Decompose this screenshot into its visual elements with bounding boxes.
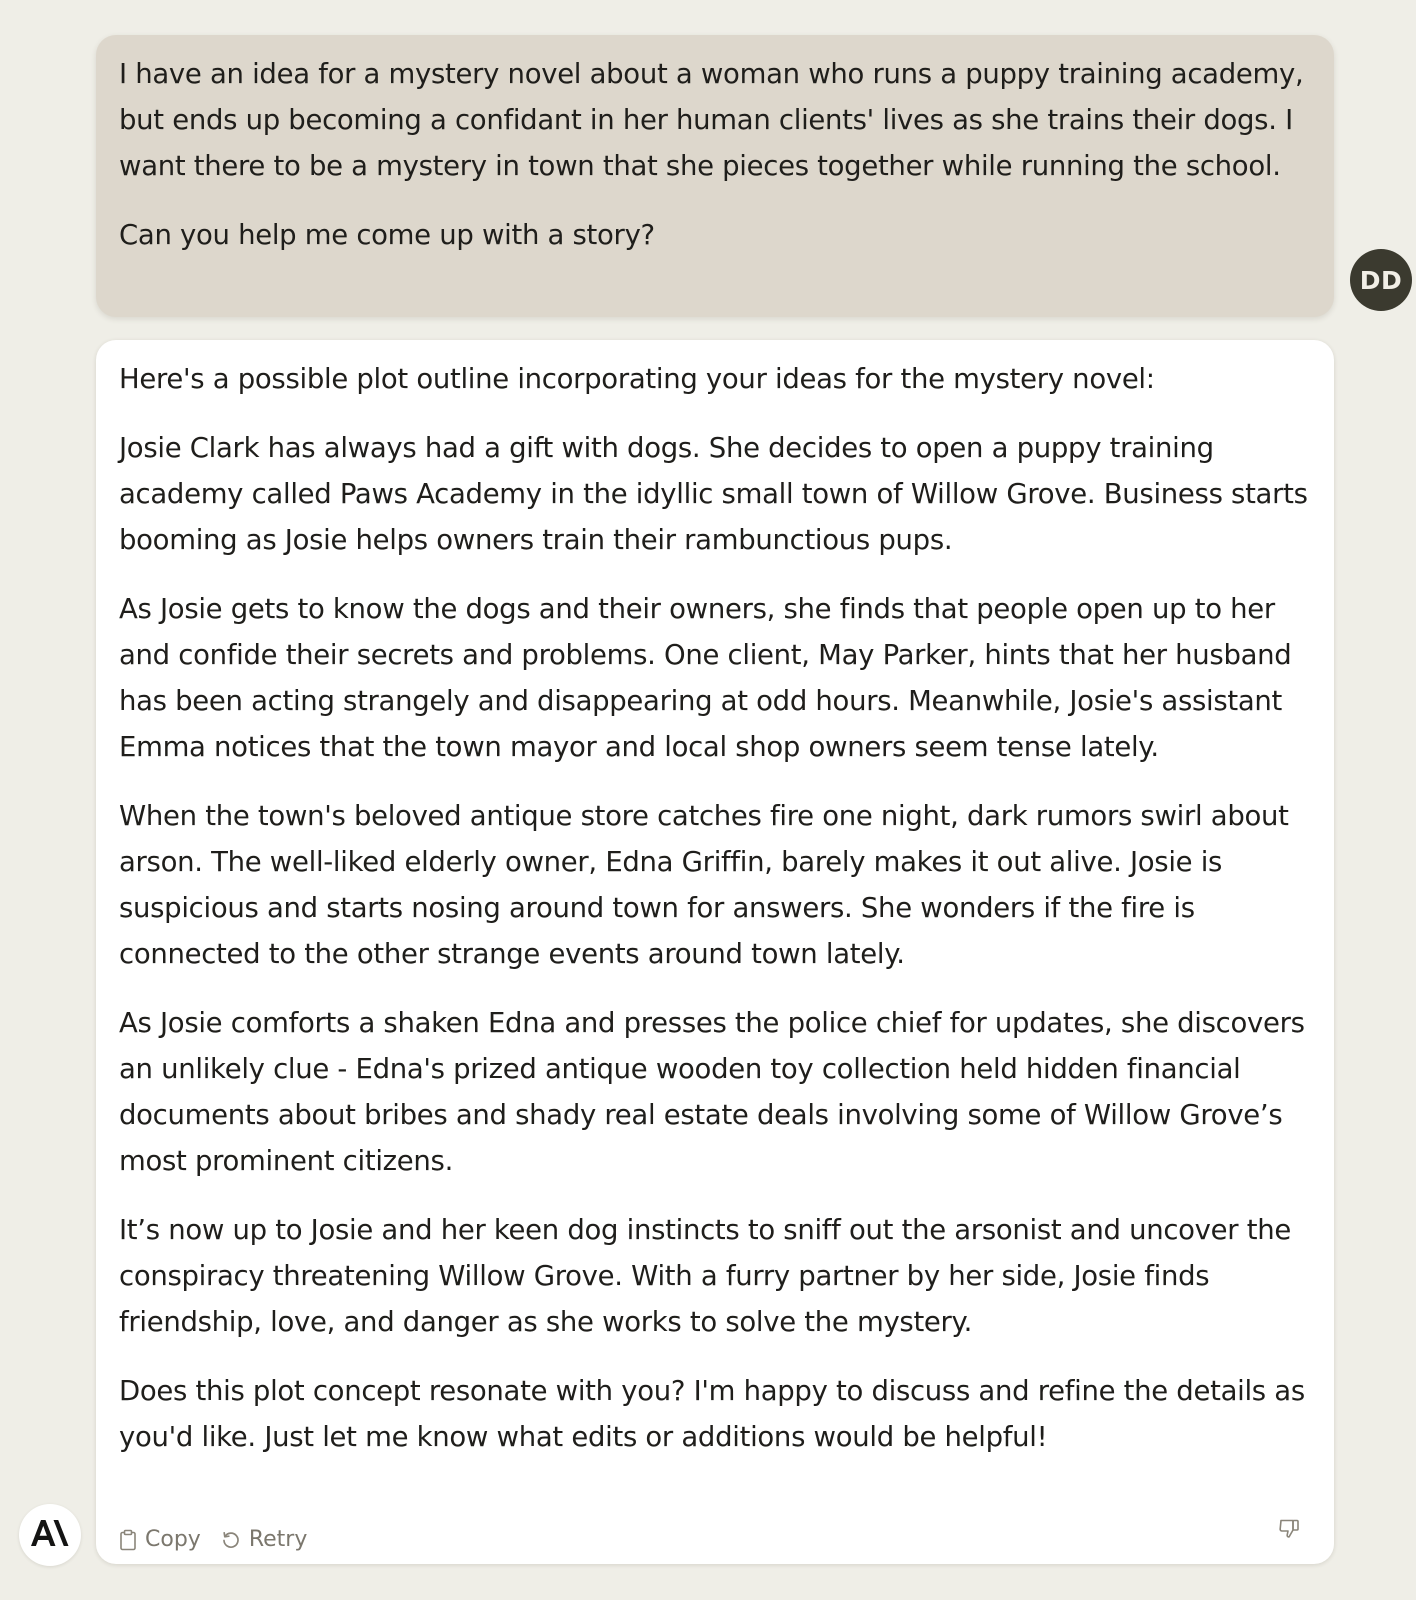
assistant-message-paragraph: Here's a possible plot outline incorporating your ideas for the mystery novel: — [119, 363, 1155, 395]
user-message-paragraph: I have an idea for a mystery novel about a woman who runs a puppy training academy, but ends up becoming a confidant in her human clients' lives as she trains their dogs. I want there to be a mystery in town that she pieces together while running the school. — [119, 58, 1304, 182]
thumbs-down-button[interactable] — [1278, 1518, 1302, 1544]
retry-label: Retry — [248, 1527, 308, 1552]
assistant-message-paragraph: Josie Clark has always had a gift with dogs. She decides to open a puppy training academy called Paws Academy in the idyllic small town of Willow Grove. Business starts booming as Josie helps owners train their rambunctious pups. — [119, 432, 1308, 556]
user-message-bubble — [96, 35, 1334, 317]
clipboard-icon — [119, 1529, 137, 1551]
assistant-message-paragraph: As Josie gets to know the dogs and their owners, she finds that people open up to her and confide their secrets and problems. One client, May Parker, hints that her husband has been acting strangely and disappearing at odd hours. Meanwhile, Josie's assistant Emma notices that the town mayor and local shop owners seem tense lately. — [119, 593, 1292, 763]
assistant-message-paragraph: It’s now up to Josie and her keen dog instincts to sniff out the arsonist and uncover the conspiracy threatening Willow Grove. With a furry partner by her side, Josie finds friendship, love, and danger as she works to solve the mystery. — [119, 1214, 1291, 1338]
message-actions — [119, 1527, 307, 1552]
assistant-avatar — [19, 1504, 81, 1566]
retry-icon — [221, 1530, 241, 1550]
thumbs-down-icon — [1278, 1525, 1302, 1544]
user-avatar-initials: DD — [1359, 265, 1403, 295]
copy-button[interactable] — [119, 1527, 201, 1552]
assistant-message-paragraph: Does this plot concept resonate with you? I'm happy to discuss and refine the details as you'd like. Just let me know what edits or additions would be helpful! — [119, 1375, 1305, 1453]
copy-label: Copy — [145, 1527, 201, 1552]
user-message-paragraph: Can you help me come up with a story? — [119, 219, 655, 251]
retry-button[interactable] — [221, 1527, 308, 1552]
assistant-message-paragraph: As Josie comforts a shaken Edna and presses the police chief for updates, she discovers an unlikely clue - Edna's prized antique wooden toy collection held hidden financial documents about bribes and shady real estate deals involving some of Willow Grove’s most prominent citizens. — [119, 1007, 1305, 1177]
assistant-message-card — [96, 340, 1334, 1564]
anthropic-logo-icon — [31, 1519, 69, 1551]
assistant-message-paragraph: When the town's beloved antique store catches fire one night, dark rumors swirl about arson. The well-liked elderly owner, Edna Griffin, barely makes it out alive. Josie is suspicious and starts nosing around town for answers. She wonders if the fire is connected to the other strange events around town lately. — [119, 800, 1289, 970]
user-avatar — [1350, 249, 1412, 311]
